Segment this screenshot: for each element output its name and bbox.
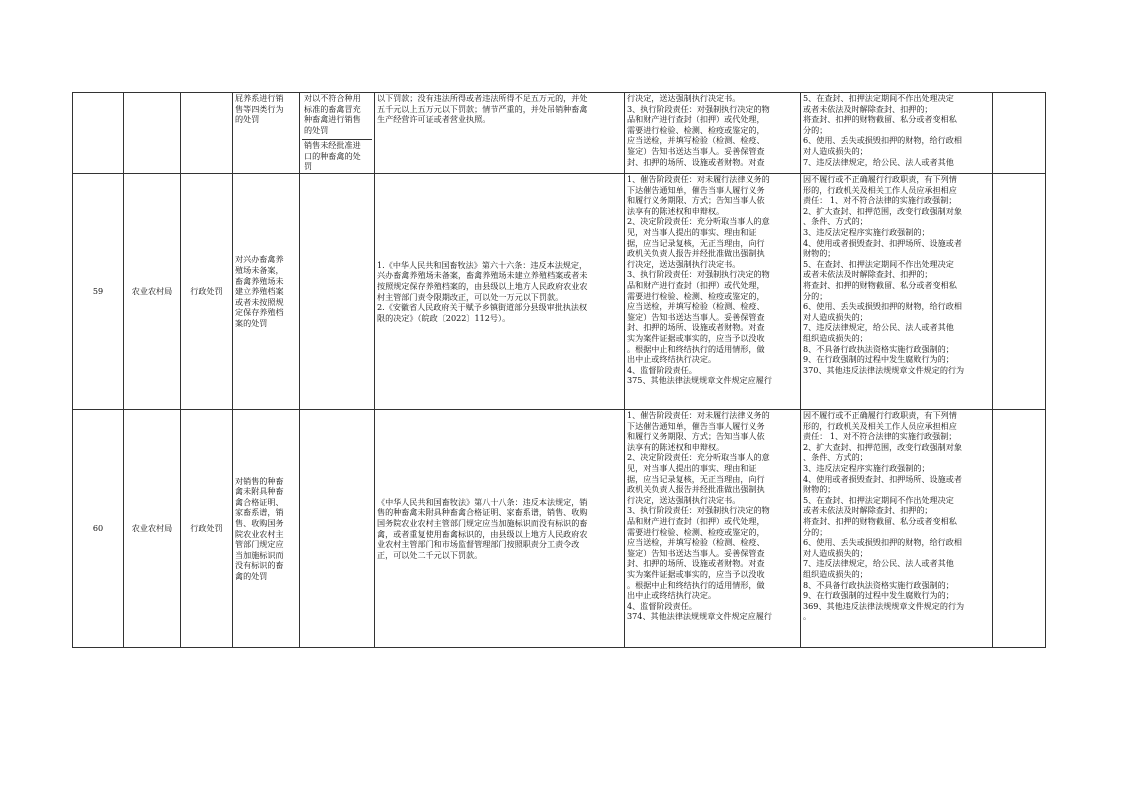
- account-line: 组织造成损失的；: [803, 332, 868, 343]
- account-line: 责任： 1、对不符合法律的实施行政强制；: [803, 195, 957, 206]
- item-line: 院农业农村主: [235, 528, 284, 539]
- item-line: 对兴办畜禽养: [235, 254, 284, 265]
- department-cell: [124, 93, 181, 174]
- account-line: 7、违反法律规定，给公民、法人或者其他: [803, 322, 954, 333]
- item-name-cell: [233, 93, 300, 174]
- account-line: 6、使用、丢失或损毁扣押的财物，给行政相: [803, 135, 962, 146]
- sub-item-cell: [300, 410, 375, 648]
- account-line: 370、其他违反法律法规规章文件规定的行为: [803, 364, 965, 375]
- duty-line: 应当送检，并填写检验（检测、检疫、: [627, 135, 765, 146]
- account-line: 分的；: [803, 526, 828, 537]
- duty-line: 。根据中止和终结执行的适用情形，做: [627, 343, 765, 354]
- table-row: [73, 93, 1046, 174]
- duty-line: 。根据中止和终结执行的适用情形，做: [627, 579, 765, 590]
- duty-line: 出中止或终结执行决定。: [627, 590, 717, 601]
- remarks-cell: [993, 174, 1046, 410]
- account-line: 7、违反法律规定，给公民、法人或者其他: [803, 156, 954, 167]
- basis-line: 正，可以处二千元以下罚款。: [377, 549, 483, 560]
- account-line: 分的；: [803, 290, 828, 301]
- item-line: 的处罚: [235, 114, 260, 125]
- item-line: 售、收购国务: [235, 517, 284, 528]
- basis-line: 业农村主管部门和市场监督管理部门按照职责分工责令改: [377, 539, 580, 550]
- item-line: 或者未按照规: [235, 296, 284, 307]
- duty-line: 法享有的陈述权和申辩权。: [627, 441, 725, 452]
- account-line: 形的，行政机关及相关工作人员应承担相应: [803, 420, 957, 431]
- table-row: [73, 174, 1046, 410]
- basis-line: 五千元以上五万元以下罚款；情节严重的，并处吊销种畜禽: [377, 103, 588, 114]
- duty-line: 下达催告通知单，催告当事人履行义务: [627, 184, 765, 195]
- duty-line: 和履行义务期限、方式；告知当事人依: [627, 431, 765, 442]
- duty-line: 实为案件证据或事实的，应当予以没收: [627, 568, 765, 579]
- account-line: 2、扩大查封、扣押范围，改变行政强制对象: [803, 441, 962, 452]
- item-line: 屁养系进行销: [235, 93, 284, 103]
- duty-line: 见，对当事人提出的事实、理由和证: [627, 462, 757, 473]
- duty-line: 应当送检，并填写检验（检测、检疫、: [627, 301, 765, 312]
- account-line: 8、不具备行政执法资格实施行政强制的；: [803, 579, 954, 590]
- sub-item-line: 口的种畜禽的处: [304, 150, 361, 161]
- basis-line: 禽，或者重复使用畜禽标识的，由县级以上地方人民政府农: [377, 528, 588, 539]
- basis-line: 2.《安徽省人民政府关于赋予乡镇街道部分县级审批执法权: [377, 302, 588, 313]
- duty-line: 1、催告阶段责任：对未履行法律义务的: [627, 174, 770, 184]
- duty-line: 据，应当记录复核，无正当理由，向行: [627, 473, 765, 484]
- account-line: 6、使用、丢失或损毁扣押的财物，给行政相: [803, 537, 962, 548]
- account-line: 4、使用或者损毁查封、扣押场所、设施或者: [803, 237, 962, 248]
- account-line: 对人造成损失的；: [803, 145, 868, 156]
- basis-line: 村主管部门责令限期改正，可以处一万元以下罚款。: [377, 291, 564, 302]
- basis-line: 《中华人民共和国畜牧法》第八十八条：违反本法规定，销: [377, 496, 588, 507]
- duty-line: 行决定，送达强制执行决定书。: [627, 258, 741, 269]
- item-line: 禽的处罚: [235, 570, 268, 581]
- account-line: 。: [803, 611, 812, 622]
- sub-item-line: 的处罚: [304, 124, 329, 135]
- duty-line: 实为案件证据或事实的，应当予以没收: [627, 332, 765, 343]
- item-line: 禽合格证明、: [235, 496, 284, 507]
- duty-line: 3、执行阶段责任：对强制执行决定的物: [627, 505, 770, 516]
- duty-line: 据，应当记录复核，无正当理由，向行: [627, 237, 765, 248]
- sub-item-cell: [300, 174, 375, 410]
- sub-item-cell: [300, 93, 375, 174]
- row-number-cell: 60: [73, 410, 124, 648]
- duty-line: 3、执行阶段责任：对强制执行决定的物: [627, 269, 770, 280]
- duty-line: 封、扣押的场所、设施或者财物。对查: [627, 156, 765, 167]
- sub-item-line: 标准的畜禽冒充: [304, 103, 361, 114]
- account-line: 3、违反法定程序实施行政强制的；: [803, 226, 930, 237]
- duty-line: 3、执行阶段责任：对强制执行决定的物: [627, 103, 770, 114]
- item-line: 殖场未备案，: [235, 265, 284, 276]
- basis-line: 生产经营许可证或者营业执照。: [377, 114, 491, 125]
- duty-line: 见，对当事人提出的事实、理由和证: [627, 226, 757, 237]
- account-line: 、条件、方式的；: [803, 216, 868, 227]
- responsibility-cell: [625, 174, 801, 410]
- duty-line: 1、催告阶段责任：对未履行法律义务的: [627, 410, 770, 420]
- account-line: 7、违反法律规定，给公民、法人或者其他: [803, 558, 954, 569]
- account-line: 9、在行政强制的过程中发生腐败行为的；: [803, 590, 954, 601]
- duty-line: 鉴定）告知书送达当事人。妥善保管查: [627, 145, 765, 156]
- accountability-cell: [801, 174, 993, 410]
- account-line: 组织造成损失的；: [803, 568, 868, 579]
- item-line: 管部门规定应: [235, 539, 284, 550]
- duty-line: 品和财产进行查封（扣押）或代处理，: [627, 279, 765, 290]
- basis-line: 按照规定保存养殖档案的，由县级以上地方人民政府农业农: [377, 280, 588, 291]
- account-line: 对人造成损失的；: [803, 311, 868, 322]
- account-line: 将查封、扣押的财物截留、私分或者变相私: [803, 515, 957, 526]
- duty-line: 2、决定阶段责任：充分听取当事人的意: [627, 452, 770, 463]
- account-line: 因不履行或不正确履行行政职责，有下列情: [803, 174, 957, 184]
- row-number-cell: [73, 93, 124, 174]
- account-line: 分的；: [803, 124, 828, 135]
- duty-line: 出中止或终结执行决定。: [627, 354, 717, 365]
- duty-line: 行决定，送达强制执行决定书。: [627, 494, 741, 505]
- basis-line: 售的种畜禽未附具种畜禽合格证明、家畜系谱，销售、收购: [377, 507, 588, 518]
- remarks-cell: [993, 93, 1046, 174]
- duty-line: 政机关负责人报告并经批准做出强制执: [627, 484, 765, 495]
- duty-line: 法享有的陈述权和申辩权。: [627, 205, 725, 216]
- account-line: 6、使用、丢失或损毁扣押的财物，给行政相: [803, 301, 962, 312]
- duty-line: 2、决定阶段责任：充分听取当事人的意: [627, 216, 770, 227]
- row-number-cell: 59: [73, 174, 124, 410]
- duty-line: 鉴定）告知书送达当事人。妥善保管查: [627, 547, 765, 558]
- sub-item-line: 销售未经批准进: [304, 140, 361, 150]
- item-line: 畜禽养殖场未: [235, 275, 284, 286]
- account-line: 、条件、方式的；: [803, 452, 868, 463]
- item-line: 没有标识的畜: [235, 560, 284, 571]
- duty-line: 375、其他法律法规规章文件规定应履行: [627, 375, 772, 386]
- account-line: 将查封、扣押的财物截留、私分或者变相私: [803, 114, 957, 125]
- account-line: 5、在查封、扣押法定期间不作出处理决定: [803, 258, 954, 269]
- basis-line: 兴办畜禽养殖场未备案，畜禽养殖场未建立养殖档案或者未: [377, 270, 588, 281]
- duty-line: 封、扣押的场所、设施或者财物。对查: [627, 558, 765, 569]
- account-line: 5、在查封、扣押法定期间不作出处理决定: [803, 93, 954, 103]
- accountability-cell: [801, 410, 993, 648]
- duty-line: 鉴定）告知书送达当事人。妥善保管查: [627, 311, 765, 322]
- basis-line: 1.《中华人民共和国畜牧法》第六十六条：违反本法规定，: [377, 259, 588, 270]
- account-line: 或者未依法及时解除查封、扣押的；: [803, 269, 933, 280]
- accountability-cell: [801, 93, 993, 174]
- duty-line: 374、其他法律法规规章文件规定应履行: [627, 611, 772, 622]
- account-line: 2、扩大查封、扣押范围，改变行政强制对象: [803, 205, 962, 216]
- responsibility-cell: [625, 93, 801, 174]
- account-line: 3、违反法定程序实施行政强制的；: [803, 462, 930, 473]
- legal-basis-cell: [375, 410, 625, 648]
- category-cell: 行政处罚: [181, 410, 233, 648]
- sub-item-line: 对以不符合种用: [304, 93, 361, 103]
- account-line: 形的，行政机关及相关工作人员应承担相应: [803, 184, 957, 195]
- account-line: 对人造成损失的；: [803, 547, 868, 558]
- duty-line: 4、监督阶段责任。: [627, 600, 697, 611]
- duty-line: 需要进行检验、检测、检疫或鉴定的，: [627, 526, 765, 537]
- remarks-cell: [993, 410, 1046, 648]
- account-line: 8、不具备行政执法资格实施行政强制的；: [803, 343, 954, 354]
- basis-line: 国务院农业农村主管部门规定应当加施标识而没有标识的畜: [377, 517, 588, 528]
- responsibility-cell: [625, 410, 801, 648]
- department-cell: 农业农村局: [124, 410, 181, 648]
- item-name-cell: [233, 174, 300, 410]
- item-line: 售等四类行为: [235, 103, 284, 114]
- department-cell: 农业农村局: [124, 174, 181, 410]
- account-line: 369、其他违反法律法规规章文件规定的行为: [803, 600, 965, 611]
- item-line: 当加施标识而: [235, 549, 284, 560]
- duty-line: 4、监督阶段责任。: [627, 364, 697, 375]
- duty-line: 和履行义务期限、方式；告知当事人依: [627, 195, 765, 206]
- sub-item-2: [302, 140, 372, 172]
- duty-line: 需要进行检验、检测、检疫或鉴定的，: [627, 290, 765, 301]
- basis-line: 限的决定》（皖政〔2022〕112号）。: [377, 312, 511, 323]
- item-name-cell: [233, 410, 300, 648]
- duty-line: 品和财产进行查封（扣押）或代处理，: [627, 515, 765, 526]
- account-line: 财物的；: [803, 484, 836, 495]
- power-list-table: [72, 92, 1046, 648]
- item-line: 建立养殖档案: [235, 286, 284, 297]
- account-line: 财物的；: [803, 248, 836, 259]
- sub-item-1: [302, 93, 372, 140]
- category-cell: [181, 93, 233, 174]
- basis-line: 以下罚款；没有违法所得或者违法所得不足五万元的，并处: [377, 93, 588, 103]
- account-line: 5、在查封、扣押法定期间不作出处理决定: [803, 494, 954, 505]
- item-line: 禽未附具种畜: [235, 486, 284, 497]
- duty-line: 需要进行检验、检测、检疫或鉴定的，: [627, 124, 765, 135]
- legal-basis-cell: [375, 93, 625, 174]
- sub-item-line: 罚: [304, 161, 313, 172]
- account-line: 或者未依法及时解除查封、扣押的；: [803, 103, 933, 114]
- duty-line: 应当送检，并填写检验（检测、检疫、: [627, 537, 765, 548]
- account-line: 将查封、扣押的财物截留、私分或者变相私: [803, 279, 957, 290]
- account-line: 责任： 1、对不符合法律的实施行政强制；: [803, 431, 957, 442]
- account-line: 9、在行政强制的过程中发生腐败行为的；: [803, 354, 954, 365]
- item-line: 家畜系谱，销: [235, 507, 284, 518]
- category-cell: 行政处罚: [181, 174, 233, 410]
- duty-line: 下达催告通知单，催告当事人履行义务: [627, 420, 765, 431]
- duty-line: 封、扣押的场所、设施或者财物。对查: [627, 322, 765, 333]
- item-line: 案的处罚: [235, 317, 268, 328]
- account-line: 因不履行或不正确履行行政职责，有下列情: [803, 410, 957, 420]
- account-line: 4、使用或者损毁查封、扣押场所、设施或者: [803, 473, 962, 484]
- item-line: 对销售的种畜: [235, 475, 284, 486]
- table-row: [73, 410, 1046, 648]
- duty-line: 政机关负责人报告并经批准做出强制执: [627, 248, 765, 259]
- item-line: 定保存养殖档: [235, 307, 284, 318]
- account-line: 或者未依法及时解除查封、扣押的；: [803, 505, 933, 516]
- legal-basis-cell: [375, 174, 625, 410]
- sub-item-line: 种畜禽进行销售: [304, 114, 361, 125]
- duty-line: 品和财产进行查封（扣押）或代处理，: [627, 114, 765, 125]
- duty-line: 行决定，送达强制执行决定书。: [627, 93, 741, 103]
